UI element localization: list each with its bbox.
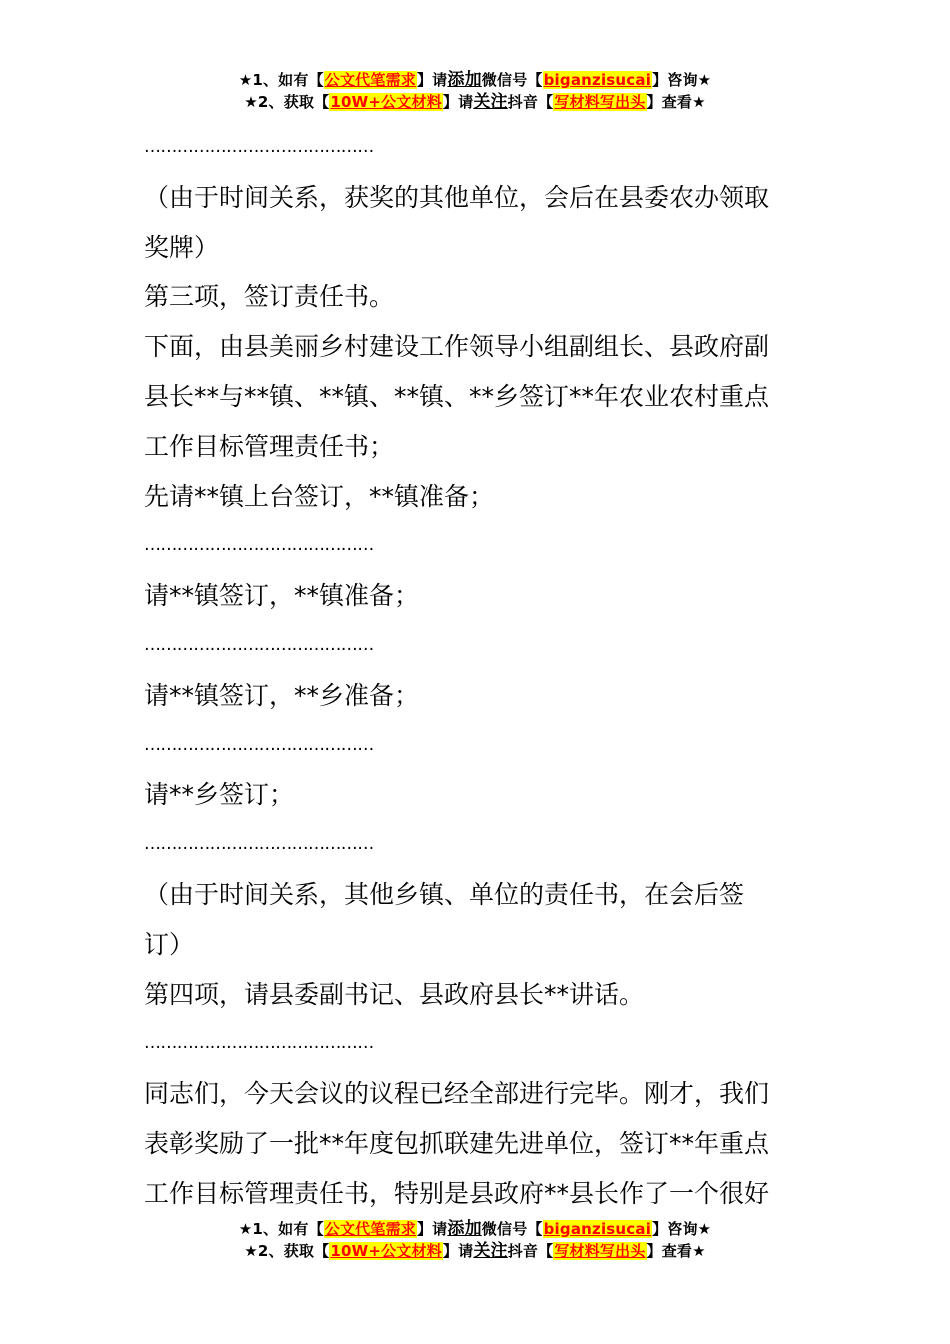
promo-2-mid2: 抖音【 (507, 93, 554, 111)
promo-2-emph: 关注 (473, 1241, 508, 1261)
body-line: 工作目标管理责任书； (144, 431, 395, 461)
body-line: 订） (144, 929, 195, 959)
promo-2-prefix: ★2、获取【 (244, 1242, 330, 1260)
promo-2-emph: 关注 (473, 92, 508, 112)
header-promo-banner (0, 69, 950, 113)
promo-2-highlight-douyin: 写材料写出头 (554, 1242, 646, 1260)
promo-1-emph: 添加 (447, 1219, 482, 1239)
promo-2-suffix: 】查看★ (646, 93, 706, 111)
promo-1-mid: 】请 (416, 1220, 448, 1238)
body-line: 先请**镇上台签订，**镇准备； (144, 481, 495, 511)
promo-1-prefix: ★1、如有【 (238, 71, 324, 89)
body-line: 请**镇签订，**乡准备； (144, 680, 420, 710)
promo-2-prefix: ★2、获取【 (244, 93, 330, 111)
promo-2-mid: 】请 (442, 93, 474, 111)
promo-2-mid2: 抖音【 (507, 1242, 554, 1260)
promo-2-mid: 】请 (442, 1242, 474, 1260)
ellipsis-line: …………………………………… (144, 137, 374, 157)
body-line: 同志们，今天会议的议程已经全部进行完毕。刚才，我们 (144, 1079, 770, 1109)
promo-2-highlight-douyin: 写材料写出头 (554, 93, 646, 111)
footer-promo-banner (0, 1218, 950, 1262)
ellipsis-line: …………………………………… (144, 834, 374, 855)
body-line: 表彰奖励了一批**年度包抓联建先进单位，签订**年重点 (144, 1128, 770, 1158)
document-body (144, 123, 812, 1219)
ellipsis-line: …………………………………… (144, 535, 374, 556)
promo-1-prefix: ★1、如有【 (238, 1220, 324, 1238)
promo-1-mid: 】请 (416, 71, 448, 89)
promo-1-mid2: 微信号【 (481, 71, 543, 89)
promo-1-suffix: 】咨询★ (652, 71, 712, 89)
promo-line-1 (0, 1218, 950, 1240)
body-line: 第四项，请县委副书记、县政府县长**讲话。 (144, 979, 645, 1009)
ellipsis-line: …………………………………… (144, 734, 374, 755)
promo-1-suffix: 】咨询★ (652, 1220, 712, 1238)
ellipsis-line: …………………………………… (144, 1033, 374, 1054)
promo-1-highlight-service: 公文代笔需求 (324, 1220, 416, 1238)
promo-2-suffix: 】查看★ (646, 1242, 706, 1260)
promo-1-mid2: 微信号【 (481, 1220, 543, 1238)
promo-1-highlight-wechat: biganzisucai (543, 1220, 652, 1238)
ellipsis-line: …………………………………… (144, 634, 374, 655)
promo-line-1 (0, 69, 950, 91)
body-line: （由于时间关系，获奖的其他单位，会后在县委农办领取 (144, 182, 770, 212)
body-line: 奖牌） (144, 232, 220, 262)
body-line: 县长**与**镇、**镇、**镇、**乡签订**年农业农村重点 (144, 381, 770, 411)
promo-2-highlight-materials: 10W+公文材料 (330, 93, 442, 111)
body-line: （由于时间关系，其他乡镇、单位的责任书，在会后签 (144, 879, 745, 909)
promo-1-highlight-service: 公文代笔需求 (324, 71, 416, 89)
promo-1-highlight-wechat: biganzisucai (543, 71, 652, 89)
promo-2-highlight-materials: 10W+公文材料 (330, 1242, 442, 1260)
body-line: 下面，由县美丽乡村建设工作领导小组副组长、县政府副 (144, 332, 770, 362)
body-line: 请**镇签订，**镇准备； (144, 581, 420, 611)
promo-line-2 (0, 1240, 950, 1262)
promo-line-2 (0, 91, 950, 113)
body-line: 请**乡签订； (144, 780, 295, 810)
body-line: 工作目标管理责任书，特别是县政府**县长作了一个很好 (144, 1178, 770, 1208)
body-line: 第三项，签订责任书。 (144, 282, 395, 312)
promo-1-emph: 添加 (447, 70, 482, 90)
